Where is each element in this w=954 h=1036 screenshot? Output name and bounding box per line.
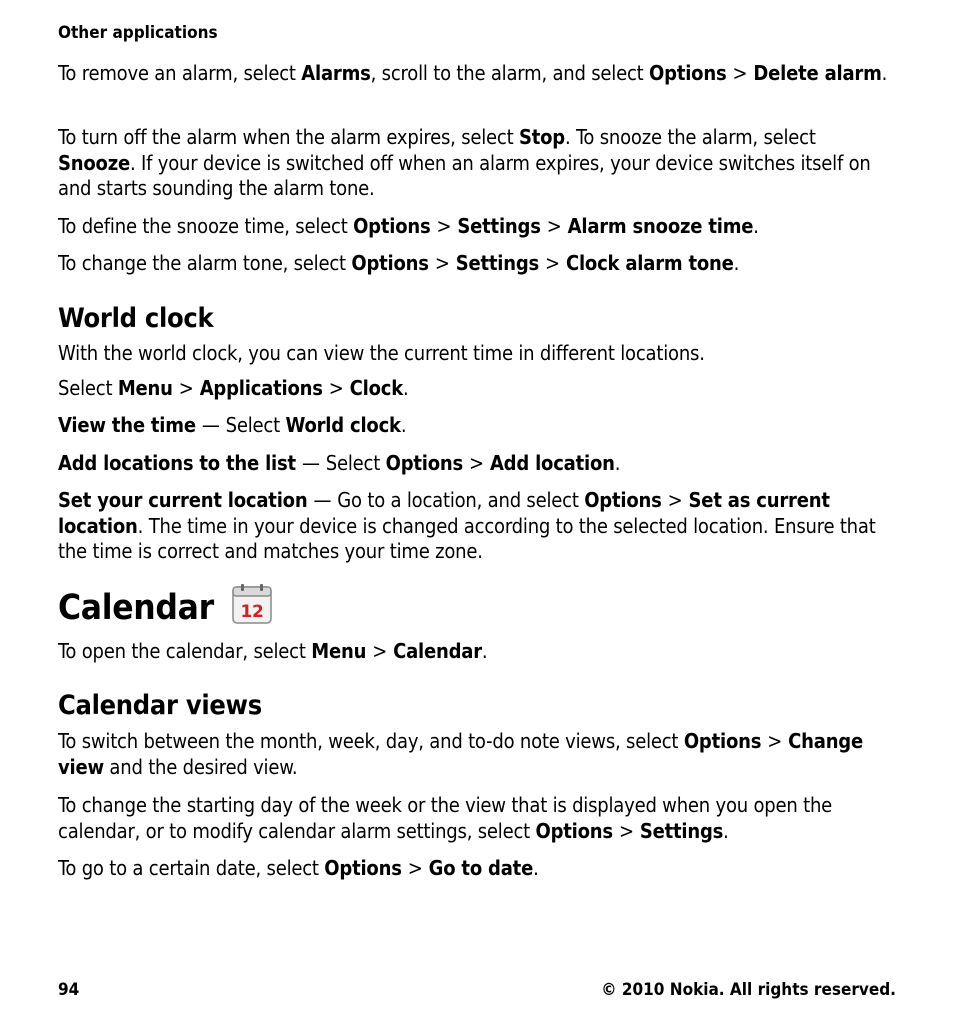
calendar-settings-paragraph: To change the starting day of the week or the view that is displayed when you open the calendar, or to modify calendar alarm settings, select Options > Settings. (58, 793, 833, 843)
page-number: 94 (58, 980, 80, 1000)
remove-alarm-paragraph: To remove an alarm, select Alarms, scroll to the alarm, and select Options > Delete alarm. (58, 61, 888, 85)
snooze-time-paragraph: To define the snooze time, select Options > Settings > Alarm snooze time. (58, 214, 759, 238)
calendar-icon-day: 12 (240, 602, 264, 622)
calendar-icon (230, 582, 274, 626)
copyright-notice: © 2010 Nokia. All rights reserved. (601, 980, 896, 1000)
calendar-views-heading: Calendar views (58, 690, 262, 721)
world-clock-path: Select Menu > Applications > Clock. (58, 376, 409, 400)
turn-off-alarm-paragraph: To turn off the alarm when the alarm expires, select Stop. To snooze the alarm, select Snooze. If your device is switched off when an alarm expires, your device switches itself on and starts sounding the alarm tone. (58, 125, 871, 200)
set-current-location-item: Set your current location — Go to a location, and select Options > Set as current location. The time in your device is changed according to the selected location. Ensure that the time is correct and matches your time zone. (58, 488, 876, 563)
open-calendar-paragraph: To open the calendar, select Menu > Calendar. (58, 639, 488, 663)
world-clock-heading: World clock (58, 303, 214, 334)
alarm-tone-paragraph: To change the alarm tone, select Options > Settings > Clock alarm tone. (58, 251, 740, 275)
world-clock-intro: With the world clock, you can view the current time in different locations. (58, 341, 705, 365)
go-to-date-paragraph: To go to a certain date, select Options > Go to date. (58, 856, 539, 880)
calendar-heading: Calendar (58, 588, 214, 628)
view-time-item: View the time — Select World clock. (58, 413, 407, 437)
switch-views-paragraph: To switch between the month, week, day, and to-do note views, select Options > Change view and the desired view. (58, 729, 863, 779)
calendar-heading-row (58, 586, 898, 630)
add-locations-item: Add locations to the list — Select Options > Add location. (58, 451, 621, 475)
running-head: Other applications (58, 23, 218, 43)
